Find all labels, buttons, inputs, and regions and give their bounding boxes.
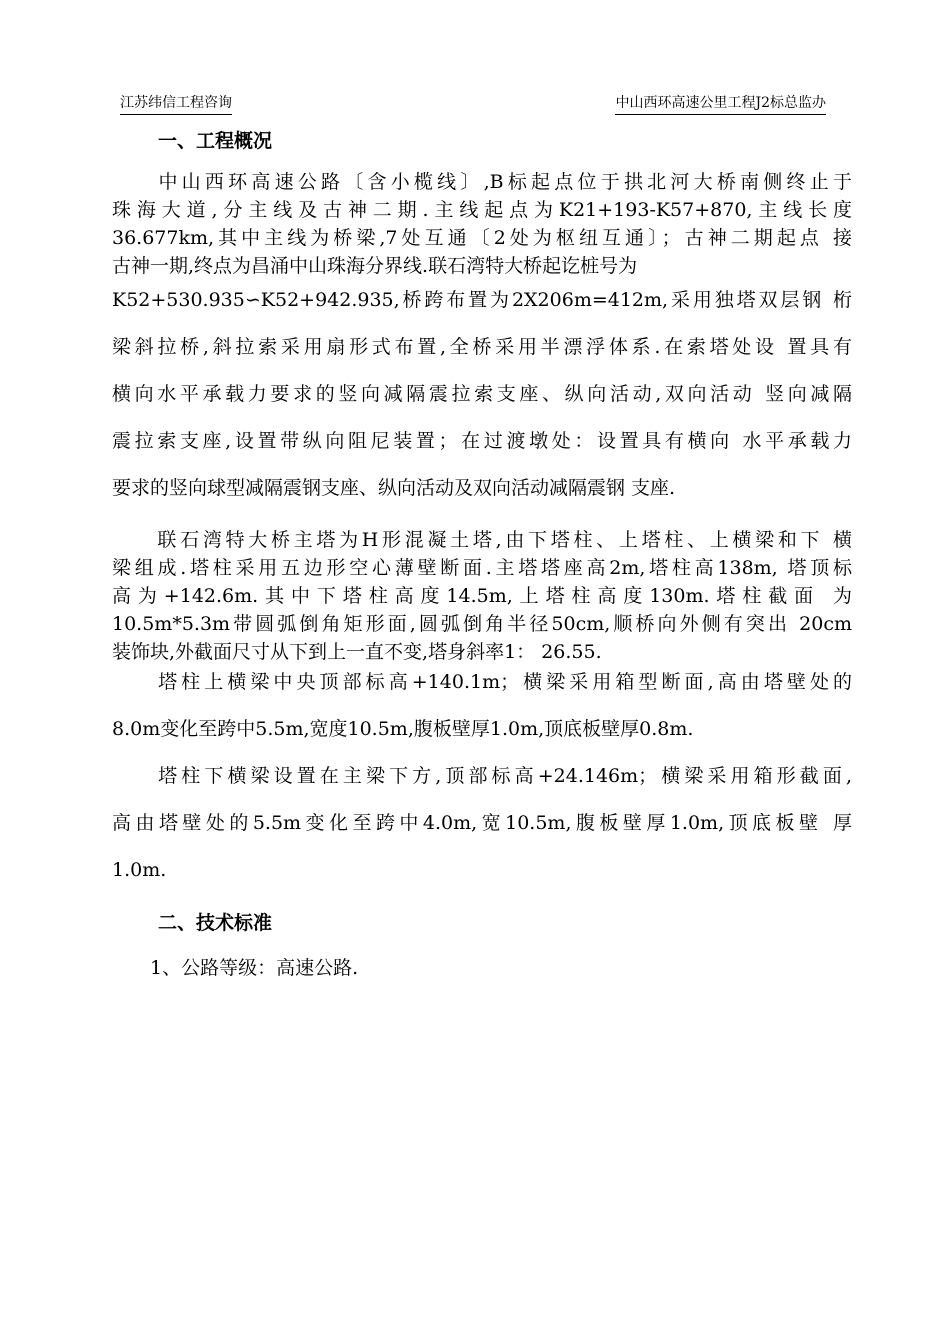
header-project: 中山西环高速公里工程J2标总监办 xyxy=(615,92,826,115)
text-line: 要求的竖向球型减隔震钢支座、纵向活动及双向活动减隔震钢 支座. xyxy=(112,477,676,499)
text-line: 8.0m变化至跨中5.5m,宽度10.5m,腹板壁厚1.0m,顶底板壁厚0.8m. xyxy=(112,718,694,740)
text-line: 装饰块,外截面尺寸从下到上一直不变,塔身斜率1： 26.55. xyxy=(112,641,602,663)
text-line: 塔柱下横梁设置在主梁下方,顶部标高+24.146m；横梁采用箱形截面, xyxy=(112,765,852,787)
text-line: 塔柱上横梁中央顶部标高+140.1m；横梁采用箱型断面,高由塔壁处的 xyxy=(112,671,852,693)
text-line: 联石湾特大桥主塔为H形混凝土塔,由下塔柱、上塔柱、上横梁和下 横 xyxy=(112,529,852,551)
text-line: 震拉索支座,设置带纵向阻尼装置；在过渡墩处：设置具有横向 水平承载力 xyxy=(112,430,852,452)
text-line: 36.677km,其中主线为桥梁,7处互通〔2处为枢纽互通〕；古神二期起点 接 xyxy=(112,227,852,249)
text-line: 横向水平承载力要求的竖向减隔震拉索支座、纵向活动,双向活动 竖向减隔 xyxy=(112,383,852,405)
text-line: 10.5m*5.3m带圆弧倒角矩形面,圆弧倒角半径50cm,顺桥向外侧有突出 20cm xyxy=(112,613,852,635)
paragraph-main-tower xyxy=(112,526,852,666)
text-line: 中山西环高速公路〔含小榄线〕,B标起点位于拱北河大桥南侧终止于 xyxy=(112,171,852,193)
text-line: 1.0m. xyxy=(112,859,167,881)
text-line: 古神一期,终点为昌涌中山珠海分界线.联石湾特大桥起讫桩号为 xyxy=(112,255,638,277)
paragraph-overview-1b xyxy=(112,286,852,521)
paragraph-upper-beam xyxy=(112,668,852,762)
header-company: 江苏纬信工程咨询 xyxy=(120,92,232,115)
text-line: K52+530.935∽K52+942.935,桥跨布置为2X206m=412m,采用独塔双层钢 桁 xyxy=(112,289,852,311)
paragraph-lower-beam xyxy=(112,762,852,903)
text-line: 梁组成.塔柱采用五边形空心薄壁断面.主塔塔座高2m,塔柱高138m, 塔顶标 xyxy=(112,557,852,579)
text-line: 1、公路等级：高速公路. xyxy=(112,957,359,979)
text-line: 珠海大道,分主线及古神二期.主线起点为K21+193-K57+870,主线长度 xyxy=(112,199,852,221)
section-heading-standards: 二、技术标准 xyxy=(158,912,273,934)
paragraph-standards xyxy=(112,954,852,1001)
text-line: 高为+142.6m.其中下塔柱高度14.5m,上塔柱高度130m.塔柱截面 为 xyxy=(112,585,852,607)
paragraph-overview-1 xyxy=(112,168,852,280)
section-heading-overview: 一、工程概况 xyxy=(158,130,273,152)
text-line: 高由塔壁处的5.5m变化至跨中4.0m,宽10.5m,腹板壁厚1.0m,顶底板壁 厚 xyxy=(112,812,852,834)
text-line: 梁斜拉桥,斜拉索采用扇形式布置,全桥采用半漂浮体系.在索塔处设 置具有 xyxy=(112,336,852,358)
